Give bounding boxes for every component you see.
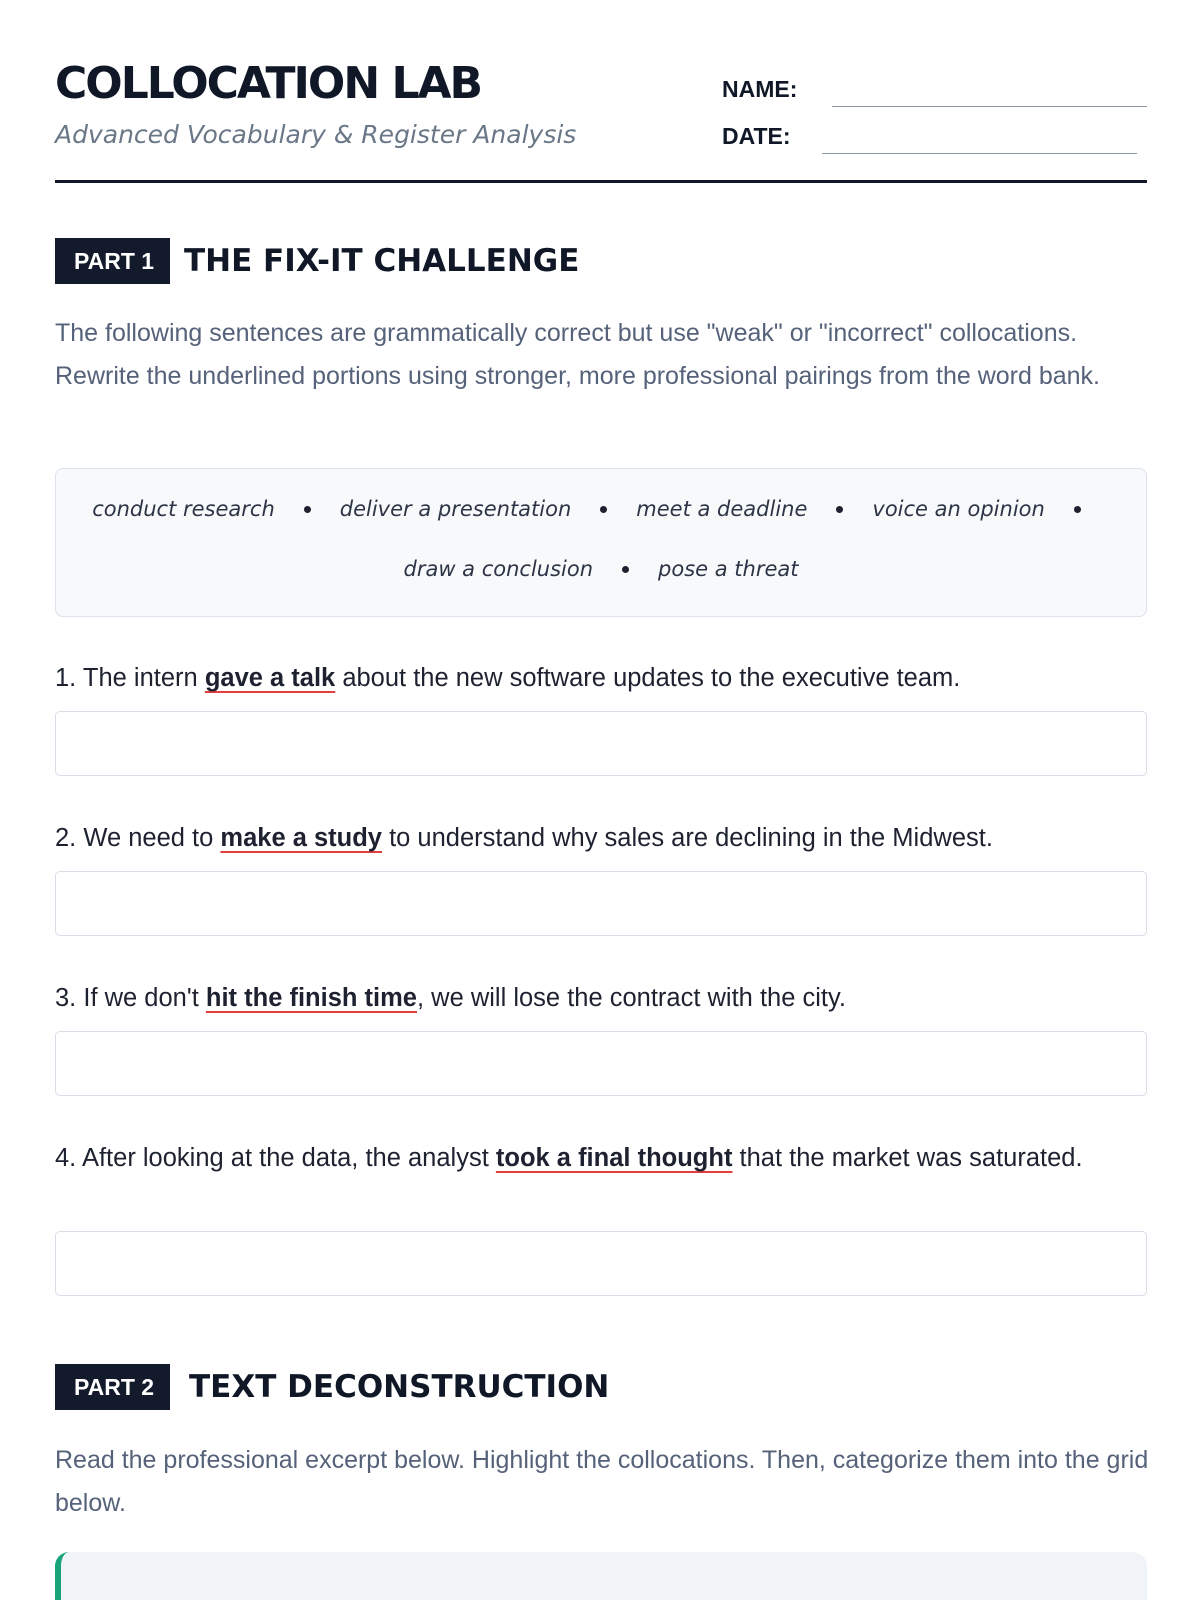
word-bank-row-1: [56, 497, 1146, 521]
word-bank-term: pose a threat: [658, 557, 799, 581]
worksheet-subtitle: Advanced Vocabulary & Register Analysis: [55, 120, 577, 149]
question-text-before: After looking at the data, the analyst: [76, 1144, 496, 1172]
word-bank-term: voice an opinion: [872, 497, 1045, 521]
question-text-after: about the new software updates to the executive team.: [335, 664, 961, 692]
question-number: 1.: [55, 664, 77, 692]
name-label: NAME:: [722, 76, 798, 102]
question-text-before: We need to: [76, 824, 221, 852]
word-bank-row-2: [56, 557, 1146, 581]
question-text-after: to understand why sales are declining in the Midwest.: [382, 824, 993, 852]
word-bank: [55, 468, 1147, 617]
word-bank-term: deliver a presentation: [339, 497, 572, 521]
question-text-after: , we will lose the contract with the city.: [416, 984, 846, 1012]
name-line[interactable]: [832, 106, 1147, 107]
header-divider: [55, 180, 1147, 183]
part1-title: THE FIX-IT CHALLENGE: [184, 243, 580, 279]
question-1: [55, 658, 1147, 698]
question-text-after: that the market was saturated.: [732, 1144, 1083, 1172]
question-number: 3.: [55, 984, 77, 1012]
question-underlined-phrase: make a study: [220, 824, 382, 852]
question-3: [55, 978, 1147, 1018]
part1-badge: PART 1: [55, 238, 170, 284]
excerpt-box: [55, 1552, 1147, 1600]
bullet-separator: [622, 566, 629, 573]
date-label: DATE:: [722, 123, 791, 149]
part1-instructions: The following sentences are grammatically correct but use "weak" or "incorrect" collocations. Rewrite the underlined portions using stronger, more professional pairings from the word bank.: [55, 319, 1100, 390]
worksheet-title: COLLOCATION LAB: [55, 58, 482, 109]
date-line[interactable]: [822, 153, 1137, 154]
question-number: 2.: [55, 824, 77, 852]
word-bank-term: draw a conclusion: [403, 557, 594, 581]
part2-badge: PART 2: [55, 1364, 170, 1410]
question-underlined-phrase: gave a talk: [204, 664, 336, 692]
question-number: 4.: [55, 1144, 77, 1172]
question-underlined-phrase: took a final thought: [495, 1144, 733, 1172]
bullet-separator: [836, 506, 843, 513]
word-bank-term: meet a deadline: [636, 497, 808, 521]
bullet-separator: [600, 506, 607, 513]
answer-field-2[interactable]: [55, 871, 1147, 936]
answer-field-4[interactable]: [55, 1231, 1147, 1296]
question-text-before: The intern: [76, 664, 205, 692]
question-4: [55, 1138, 1115, 1178]
answer-field-1[interactable]: [55, 711, 1147, 776]
question-2: [55, 818, 1147, 858]
part2-title: TEXT DECONSTRUCTION: [189, 1369, 610, 1405]
part2-instructions: Read the professional excerpt below. Highlight the collocations. Then, categorize them into the grid below.: [55, 1446, 1149, 1517]
answer-field-3[interactable]: [55, 1031, 1147, 1096]
question-text-before: If we don't: [76, 984, 206, 1012]
word-bank-term: conduct research: [92, 497, 275, 521]
question-underlined-phrase: hit the finish time: [205, 984, 417, 1012]
bullet-separator: [304, 506, 311, 513]
bullet-separator: [1074, 506, 1081, 513]
